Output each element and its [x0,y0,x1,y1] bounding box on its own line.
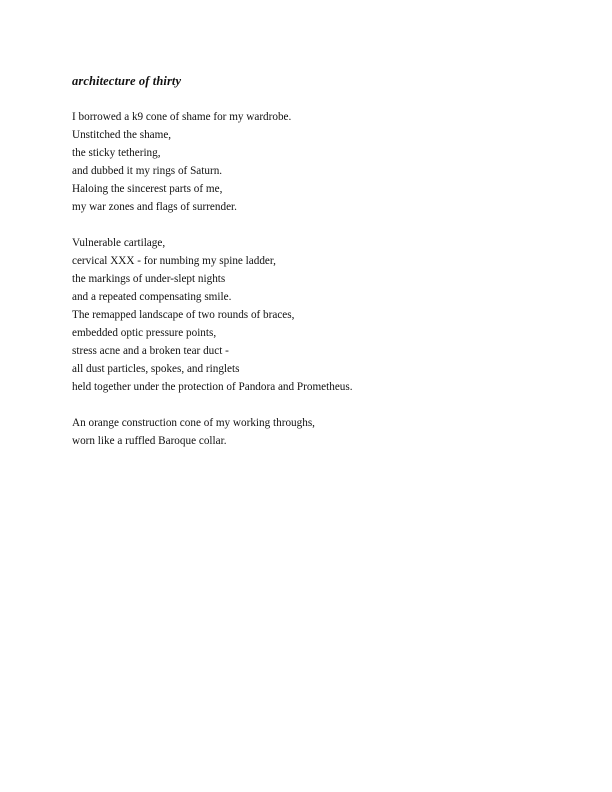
poem-line: worn like a ruffled Baroque collar. [72,435,227,447]
poem-line: Vulnerable cartilage, [72,237,166,249]
poem-title: architecture of thirty [72,74,182,88]
poem-line: and a repeated compensating smile. [72,291,232,303]
poem-line: held together under the protection of Pandora and Prometheus. [72,381,353,393]
poem-line: cervical XXX - for numbing my spine ladder, [72,255,276,267]
poem [72,72,552,468]
poem-line: my war zones and flags of surrender. [72,201,237,213]
stanza-1 [72,108,552,216]
poem-line: The remapped landscape of two rounds of braces, [72,309,295,321]
poem-line: stress acne and a broken tear duct - [72,345,229,357]
poem-line: the sticky tethering, [72,147,161,159]
poem-line: Unstitched the shame, [72,129,172,141]
stanza-2 [72,234,552,396]
poem-line: Haloing the sincerest parts of me, [72,183,223,195]
poem-line: I borrowed a k9 cone of shame for my wardrobe. [72,111,292,123]
stanza-3 [72,414,552,450]
poem-line: embedded optic pressure points, [72,327,217,339]
poem-line: and dubbed it my rings of Saturn. [72,165,223,177]
poem-line: the markings of under-slept nights [72,273,226,285]
poem-line: An orange construction cone of my working throughs, [72,417,315,429]
poem-line: all dust particles, spokes, and ringlets [72,363,240,375]
